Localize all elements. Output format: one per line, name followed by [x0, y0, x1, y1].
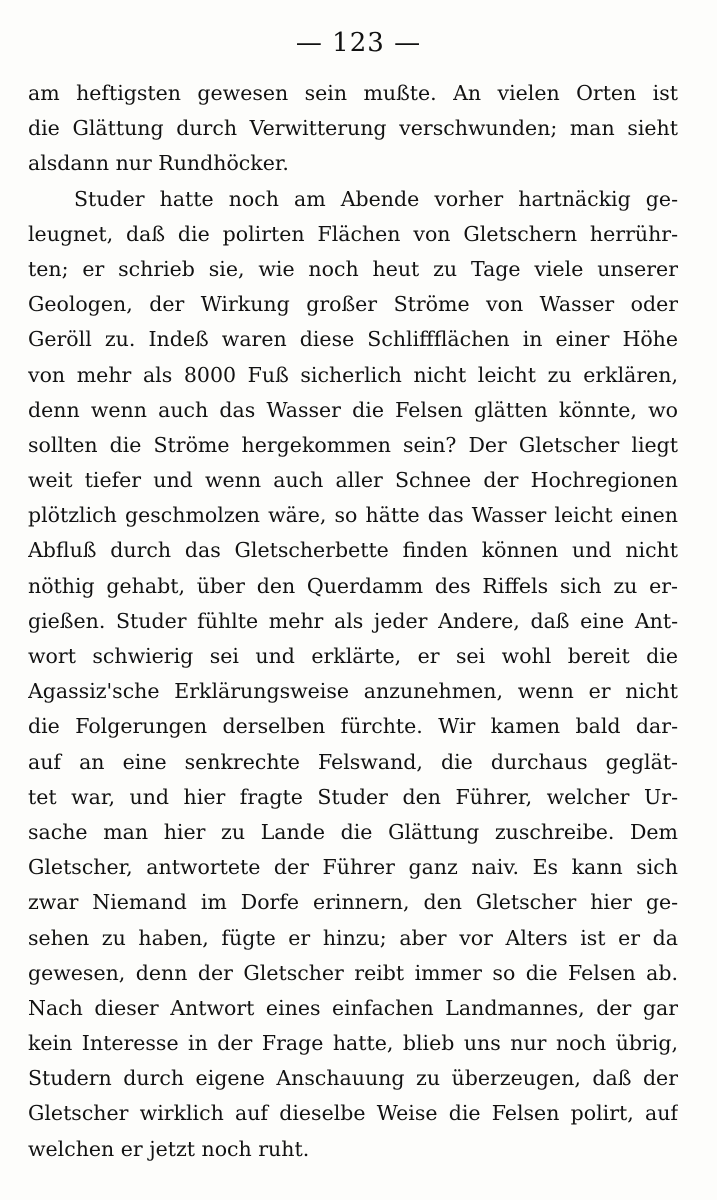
text-line: welchen er jetzt noch ruht.	[28, 1136, 310, 1161]
text-line: wort schwierig sei und erklärte, er sei wohl bereit die	[28, 644, 678, 668]
text-line: auf an eine senkrechte Felswand, die durchaus geglät-	[28, 749, 678, 774]
text-line: alsdann nur Rundhöcker.	[28, 151, 289, 176]
text-line: Agassiz'sche Erklärungsweise anzunehmen, wenn er nicht	[28, 679, 678, 704]
text-line: kein Interesse in der Frage hatte, blieb uns nur noch übrig,	[28, 1031, 678, 1056]
text-line: die Folgerungen derselben fürchte. Wir kamen bald dar-	[28, 714, 678, 739]
text-line: von mehr als 8000 Fuß sicherlich nicht leicht zu erklären,	[28, 362, 678, 387]
text-line: weit tiefer und wenn auch aller Schnee der Hochregionen	[28, 468, 678, 493]
text-line: sache man hier zu Lande die Glättung zuschreibe. Dem	[28, 819, 678, 844]
text-line: ten; er schrieb sie, wie noch heut zu Tage viele unserer	[28, 256, 678, 281]
text-line: sollten die Ströme hergekommen sein? Der Gletscher liegt	[28, 432, 678, 457]
text-line: plötzlich geschmolzen wäre, so hätte das Wasser leicht einen	[28, 503, 678, 528]
text-line: denn wenn auch das Wasser die Felsen glätten könnte, wo	[28, 397, 678, 422]
text-line: die Glättung durch Verwitterung verschwunden; man sieht	[28, 116, 678, 141]
page-number: — 123 —	[295, 28, 422, 58]
body-text	[28, 76, 678, 1167]
text-line: Gletscher, antwortete der Führer ganz naiv. Es kann sich	[28, 855, 678, 880]
text-line: zwar Niemand im Dorfe erinnern, den Gletscher hier ge-	[28, 890, 678, 915]
text-line: nöthig gehabt, über den Querdamm des Riffels sich zu er-	[28, 573, 678, 598]
text-line: Studer hatte noch am Abende vorher hartnäckig ge-	[74, 186, 678, 211]
text-line: am heftigsten gewesen sein mußte. An vielen Orten ist	[28, 81, 678, 105]
text-line: tet war, und hier fragte Studer den Führer, welcher Ur-	[28, 784, 678, 809]
text-line: Geröll zu. Indeß waren diese Schliffflächen in einer Höhe	[28, 327, 678, 352]
text-line: Geologen, der Wirkung großer Ströme von Wasser oder	[28, 292, 678, 317]
text-line: Nach dieser Antwort eines einfachen Landmannes, der gar	[28, 995, 678, 1020]
text-line: gewesen, denn der Gletscher reibt immer so die Felsen ab.	[28, 960, 678, 985]
text-line: sehen zu haben, fügte er hinzu; aber vor Alters ist er da	[28, 925, 678, 950]
text-line: gießen. Studer fühlte mehr als jeder Andere, daß eine Ant-	[28, 608, 678, 633]
text-line: leugnet, daß die polirten Flächen von Gletschern herrühr-	[28, 221, 678, 246]
text-line: Studern durch eigene Anschauung zu überzeugen, daß der	[28, 1066, 678, 1091]
text-line: Gletscher wirklich auf dieselbe Weise die Felsen polirt, auf	[28, 1101, 678, 1126]
text-line: Abfluß durch das Gletscherbette finden können und nicht	[28, 538, 678, 563]
